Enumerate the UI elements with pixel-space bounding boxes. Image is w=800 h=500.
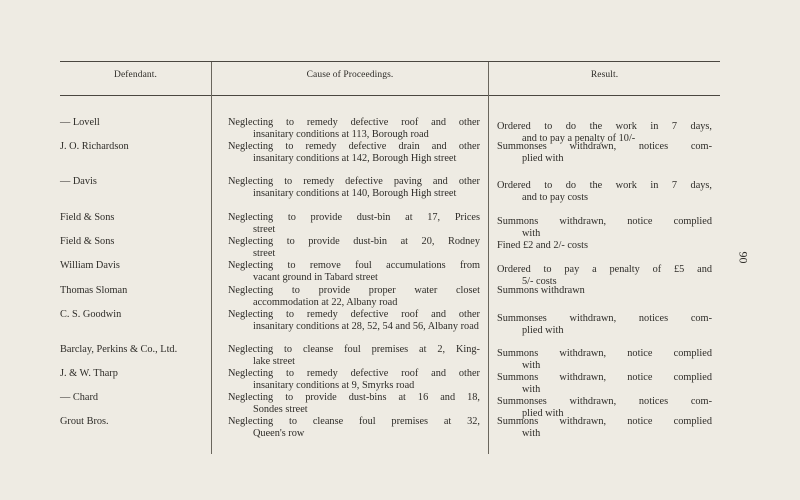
cause-cell — [230, 212, 480, 235]
cause-cell — [230, 117, 480, 140]
result-cell — [497, 285, 712, 297]
result-line: Ordered to do the work in 7 days, — [497, 121, 712, 132]
result-cell — [497, 240, 712, 252]
cause-continuation: insanitary conditions at 142, Borough High street — [253, 152, 457, 164]
header-defendant: Defendant. — [114, 70, 157, 80]
result-line: Summons withdrawn, notice complied — [497, 348, 712, 359]
cause-cell — [230, 368, 480, 391]
cause-line: Neglecting to remedy defective drain and other — [228, 141, 480, 152]
result-continuation: with — [522, 427, 541, 439]
result-cell — [497, 348, 712, 371]
cause-continuation: street — [253, 247, 276, 259]
defendant-cell: — Chard — [60, 392, 99, 403]
result-cell — [497, 313, 712, 336]
cause-cell — [230, 392, 480, 415]
cause-line: Neglecting to remedy defective paving and other — [228, 176, 480, 187]
column-divider-1 — [211, 62, 212, 454]
result-line: Summons withdrawn, notice complied — [497, 216, 712, 227]
result-continuation: and to pay a penalty of 10/- — [522, 132, 636, 144]
cause-line: Neglecting to provide dust-bin at 20, Rodney — [228, 236, 480, 247]
cause-cell — [230, 141, 480, 164]
cause-line: Neglecting to cleanse foul premises at 2, King- — [228, 344, 480, 355]
cause-continuation: vacant ground in Tabard street — [253, 271, 378, 283]
cause-cell — [230, 236, 480, 259]
result-continuation: plied with — [522, 324, 564, 336]
cause-cell — [230, 260, 480, 283]
result-cell — [497, 141, 712, 164]
header-result: Result. — [590, 70, 619, 80]
cause-continuation: insanitary conditions at 113, Borough road — [253, 128, 429, 140]
defendant-cell: J. O. Richardson — [60, 141, 129, 152]
cause-continuation: Queen's row — [253, 427, 305, 439]
cause-continuation: insanitary conditions at 28, 52, 54 and 56, Albany road — [253, 320, 479, 332]
cause-cell — [230, 309, 480, 332]
cause-continuation: Sondes street — [253, 403, 308, 415]
cause-line: Neglecting to cleanse foul premises at 32, — [228, 416, 480, 427]
result-continuation: and to pay costs — [522, 191, 589, 203]
result-continuation: 5/- costs — [522, 275, 557, 287]
header-cause: Cause of Proceedings. — [306, 70, 394, 80]
cause-line: Neglecting to remedy defective roof and other — [228, 368, 480, 379]
defendant-cell: Barclay, Perkins & Co., Ltd. — [60, 344, 178, 355]
cause-continuation: street — [253, 223, 276, 235]
header-bottom-rule — [60, 95, 720, 96]
cause-continuation: lake street — [253, 355, 296, 367]
result-line: Summons withdrawn, notice complied — [497, 416, 712, 427]
result-continuation: with — [522, 227, 541, 239]
cause-continuation: insanitary conditions at 140, Borough High street — [253, 187, 457, 199]
defendant-cell: Grout Bros. — [60, 416, 109, 427]
defendant-cell: J. & W. Tharp — [60, 368, 118, 379]
result-cell — [497, 372, 712, 395]
result-line: Ordered to do the work in 7 days, — [497, 180, 712, 191]
defendant-cell: — Lovell — [60, 117, 100, 128]
cause-line: Neglecting to remedy defective roof and other — [228, 309, 480, 320]
result-line: Summonses withdrawn, notices com- — [497, 141, 712, 152]
cause-cell — [230, 285, 480, 308]
result-cell — [497, 180, 712, 203]
defendant-cell: Field & Sons — [60, 236, 115, 247]
result-continuation: with — [522, 383, 541, 395]
result-cell — [497, 416, 712, 439]
cause-line: Neglecting to remove foul accumulations from — [228, 260, 480, 271]
result-line: Fined £2 and 2/- costs — [497, 240, 588, 251]
result-line: Ordered to pay a penalty of £5 and — [497, 264, 712, 275]
cause-line: Neglecting to provide proper water closet — [228, 285, 480, 296]
result-line: Summonses withdrawn, notices com- — [497, 396, 712, 407]
defendant-cell: William Davis — [60, 260, 120, 271]
cause-line: Neglecting to remedy defective roof and other — [228, 117, 480, 128]
cause-continuation: insanitary conditions at 9, Smyrks road — [253, 379, 415, 391]
page-number: 90 — [736, 251, 751, 264]
cause-cell — [230, 176, 480, 199]
result-continuation: plied with — [522, 152, 564, 164]
cause-line: Neglecting to provide dust-bin at 17, Prices — [228, 212, 480, 223]
defendant-cell: Thomas Sloman — [60, 285, 128, 296]
cause-continuation: accommodation at 22, Albany road — [253, 296, 398, 308]
cause-cell — [230, 416, 480, 439]
defendant-cell: Field & Sons — [60, 212, 115, 223]
table-top-rule — [60, 61, 720, 62]
result-cell — [497, 216, 712, 239]
cause-cell — [230, 344, 480, 367]
column-divider-2 — [488, 62, 489, 454]
defendant-cell: C. S. Goodwin — [60, 309, 122, 320]
cause-line: Neglecting to provide dust-bins at 16 and 18, — [228, 392, 480, 403]
result-cell — [497, 264, 712, 287]
result-line: Summons withdrawn — [497, 285, 585, 296]
result-line: Summons withdrawn, notice complied — [497, 372, 712, 383]
result-continuation: with — [522, 359, 541, 371]
result-line: Summonses withdrawn, notices com- — [497, 313, 712, 324]
result-continuation: plied with — [522, 407, 564, 419]
defendant-cell: — Davis — [60, 176, 97, 187]
